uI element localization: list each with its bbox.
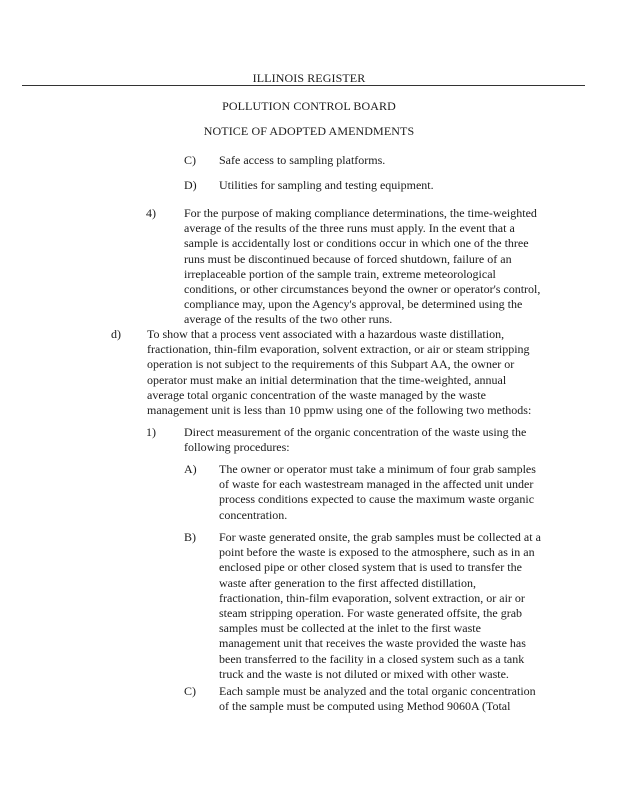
entry-label: C) xyxy=(184,153,196,167)
text-line: To show that a process vent associated with a hazardous waste distillation, xyxy=(147,327,505,341)
text-line: Each sample must be analyzed and the total organic concentration xyxy=(219,684,536,698)
text-line: fractionation, thin-film evaporation, solvent extraction, or air or steam stripping xyxy=(147,342,530,357)
text-line: Safe access to sampling platforms. xyxy=(219,153,386,167)
entry-1-direct-measurement xyxy=(0,425,618,459)
entry-c-safe-access xyxy=(0,153,618,169)
entry-label: 4) xyxy=(146,206,156,220)
entry-text xyxy=(219,462,599,523)
text-line: conditions, or other circumstances beyond the owner or operator's control, xyxy=(184,282,541,297)
text-line: following procedures: xyxy=(184,440,290,455)
text-line: sample is accidentally lost or conditions occur in which one of the three xyxy=(184,236,529,251)
entry-label: d) xyxy=(111,327,121,341)
text-line: samples must be collected at the inlet to the first waste xyxy=(219,621,481,636)
text-line: average of the results of the three runs must apply. In the event that a xyxy=(184,221,515,236)
text-line: management unit is less than 10 ppmw using one of the following two methods: xyxy=(147,403,532,418)
text-line: waste after generation to the first affected distillation, xyxy=(219,575,477,590)
text-line: average of the results of the two other runs. xyxy=(184,312,393,327)
text-line: Direct measurement of the organic concentration of the waste using the xyxy=(184,425,527,439)
text-line: enclosed pipe or other closed system that is used to transfer the xyxy=(219,560,522,575)
text-line: operation is not subject to the requirements of this Subpart AA, the owner or xyxy=(147,357,515,372)
text-line: average total organic concentration of the waste managed by the waste xyxy=(147,387,486,402)
text-line: point before the waste is exposed to the atmosphere, such as in an xyxy=(219,545,535,560)
text-line: runs must be discontinued because of forced shutdown, failure of an xyxy=(184,251,512,266)
entry-d-utilities xyxy=(0,178,618,194)
text-line: Utilities for sampling and testing equipment. xyxy=(219,178,434,192)
text-line: management unit that receives the waste provided the waste has xyxy=(219,636,526,651)
entry-label: C) xyxy=(184,684,196,698)
text-line: The owner or operator must take a minimum of four grab samples xyxy=(219,462,536,476)
header-rule xyxy=(22,85,585,86)
entry-text xyxy=(219,530,599,682)
notice-title: NOTICE OF ADOPTED AMENDMENTS xyxy=(203,124,415,138)
entry-text xyxy=(219,153,599,168)
entry-b-onsite-waste xyxy=(0,530,618,685)
board-title: POLLUTION CONTROL BOARD xyxy=(222,99,396,113)
register-title: ILLINOIS REGISTER xyxy=(252,71,366,85)
entry-text xyxy=(219,684,599,714)
text-line: For the purpose of making compliance determinations, the time-weighted xyxy=(184,206,537,220)
entry-text xyxy=(147,327,602,418)
entry-label: D) xyxy=(184,178,197,192)
text-line: been transferred to the facility in a closed system such as a tank xyxy=(219,651,525,666)
entry-text xyxy=(219,178,599,193)
text-line: irreplaceable portion of the sample train, extreme meteorological xyxy=(184,266,496,281)
text-line: of the sample must be computed using Method 9060A (Total xyxy=(219,699,511,714)
text-line: truck and the waste is not diluted or mixed with other waste. xyxy=(219,666,509,681)
text-line: fractionation, thin-film evaporation, solvent extraction, or air or xyxy=(219,590,525,605)
text-line: of waste for each wastestream managed in the affected unit under xyxy=(219,477,534,492)
entry-label: A) xyxy=(184,462,197,476)
entry-label: B) xyxy=(184,530,196,544)
text-line: For waste generated onsite, the grab samples must be collected at a xyxy=(219,530,541,544)
entry-text xyxy=(184,425,584,455)
text-line: concentration. xyxy=(219,507,288,522)
entry-text xyxy=(184,206,584,328)
entry-label: 1) xyxy=(146,425,156,439)
text-line: steam stripping operation. For waste generated offsite, the grab xyxy=(219,606,523,621)
entry-4-compliance xyxy=(0,206,618,331)
text-line: compliance may, upon the Agency's approval, be determined using the xyxy=(184,297,523,312)
entry-a-grab-samples xyxy=(0,462,618,526)
entry-d-process-vent xyxy=(0,327,618,422)
entry-c-sample-analysis xyxy=(0,684,618,718)
text-line: process conditions expected to cause the maximum waste organic xyxy=(219,492,535,507)
text-line: operator must make an initial determination that the time-weighted, annual xyxy=(147,372,507,387)
